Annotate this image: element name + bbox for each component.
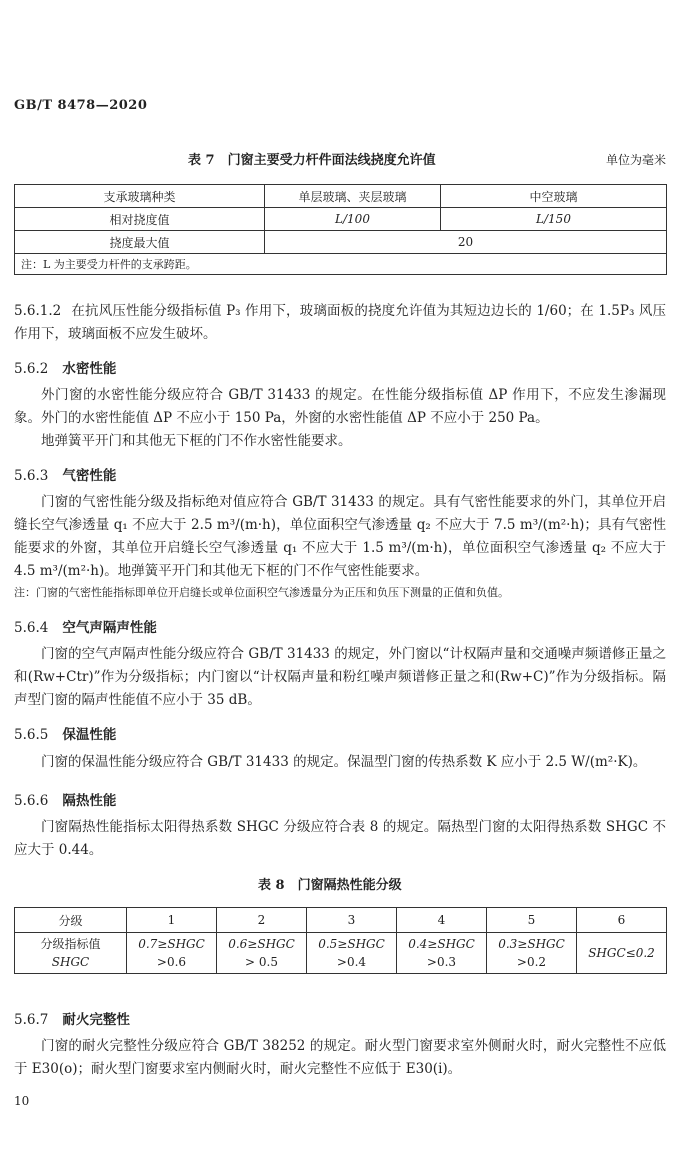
range-cell [487, 933, 577, 974]
table-header-cell: 分级 [15, 908, 127, 933]
paragraph: 门窗的气密性能分级及指标绝对值应符合 GB/T 31433 的规定。具有气密性能要求的外门，其单位开启缝长空气渗透量 q₁ 不应大于 2.5 m³/(m·h)，单位面积空气渗透量 q₂ 不应大于 7.5 m³/(m²·h)；具有气密性能要求的外窗，其单位开启缝长空气渗透量 q₁ 不应大于 1.5 m³/(m·h)，单位面积空气渗透量 q₂ 不应大于 4.5 m³/(m²·h)。地弹簧平开门和其他无下框的门不作气密性能要求。 [14, 494, 666, 579]
range-lower: >0.4 [336, 955, 367, 969]
grade-cell: 1 [127, 908, 217, 933]
table-header-cell: 中空玻璃 [441, 185, 667, 208]
table-row [15, 908, 667, 933]
table-row [15, 254, 667, 275]
heading-5-6-2 [14, 357, 116, 377]
table-cell: 挠度最大值 [15, 231, 265, 254]
grade-cell: 2 [217, 908, 307, 933]
table-header-cell [15, 933, 127, 974]
index-label: 分级指标值 [40, 937, 101, 951]
heading-5-6-4 [14, 616, 157, 636]
heading-5-6-7 [14, 1008, 130, 1028]
range-cell [127, 933, 217, 974]
heading-5-6-6 [14, 789, 116, 809]
table-row [15, 208, 667, 231]
table8-title: 表 8 门窗隔热性能分级 [258, 878, 402, 893]
range-lower: >0.2 [516, 955, 547, 969]
heading-number: 5.6.7 [14, 1012, 49, 1028]
table-row [15, 185, 667, 208]
grade-cell: 5 [487, 908, 577, 933]
heading-number: 5.6.2 [14, 361, 49, 377]
table-cell: 相对挠度值 [15, 208, 265, 231]
paragraph: 门窗的耐火完整性分级应符合 GB/T 38252 的规定。耐火型门窗要求室外侧耐火时，耐火完整性不应低于 E30(o)；耐火型门窗要求室内侧耐火时，耐火完整性不应低于 E30(i)。 [14, 1038, 666, 1077]
standard-code: GB/T 8478—2020 [14, 98, 148, 113]
paragraph: 外门窗的水密性能分级应符合 GB/T 31433 的规定。在性能分级指标值 ΔP 作用下，不应发生渗漏现象。外门的水密性能值 ΔP 不应小于 150 Pa，外窗的水密性能值 ΔP 不应小于 250 Pa。 [14, 387, 666, 426]
note: 注：门窗的气密性能指标即单位开启缝长或单位面积空气渗透量分为正压和负压下测量的正值和负值。 [14, 586, 509, 599]
range-upper: 0.7≥SHGC [138, 937, 205, 951]
heading-title: 耐火完整性 [62, 1012, 130, 1028]
grade-cell: 3 [307, 908, 397, 933]
paragraph: 门窗的空气声隔声性能分级应符合 GB/T 31433 的规定，外门窗以“计权隔声量和交通噪声频谱修正量之和(Rw+Ctr)”作为分级指标；内门窗以“计权隔声量和粉红噪声频谱修正量之和(Rw+C)”作为分级指标。隔声型门窗的隔声性能值不应小于 35 dB。 [14, 646, 666, 708]
heading-5-6-3 [14, 464, 116, 484]
page-number: 10 [14, 1094, 30, 1108]
range-upper: 0.6≥SHGC [228, 937, 295, 951]
range-cell [307, 933, 397, 974]
table-cell: L/150 [441, 208, 667, 231]
heading-title: 隔热性能 [62, 793, 117, 809]
table-note: 注：L 为主要受力杆件的支承跨距。 [15, 254, 667, 275]
heading-number: 5.6.3 [14, 468, 49, 484]
range-lower: >0.6 [156, 955, 187, 969]
table-header-cell: 单层玻璃、夹层玻璃 [265, 185, 441, 208]
paragraph: 地弹簧平开门和其他无下框的门不作水密性能要求。 [41, 433, 352, 449]
paragraph: 门窗隔热性能指标太阳得热系数 SHGC 分级应符合表 8 的规定。隔热型门窗的太阳得热系数 SHGC 不应大于 0.44。 [14, 819, 666, 858]
heading-title: 水密性能 [62, 361, 117, 377]
table-cell: L/100 [265, 208, 441, 231]
range-upper: 0.3≥SHGC [498, 937, 565, 951]
range-single: SHGC≤0.2 [588, 946, 655, 960]
table-row [15, 231, 667, 254]
heading-number: 5.6.6 [14, 793, 49, 809]
clause-5-6-1-2 [14, 300, 666, 346]
clause-number: 5.6.1.2 [14, 303, 62, 319]
grade-cell: 6 [577, 908, 667, 933]
range-cell [577, 933, 667, 974]
heading-5-6-5 [14, 723, 116, 743]
heading-title: 保温性能 [62, 727, 117, 743]
range-cell [397, 933, 487, 974]
range-lower: >0.3 [426, 955, 457, 969]
grade-cell: 4 [397, 908, 487, 933]
heading-title: 气密性能 [62, 468, 117, 484]
table-header-cell: 支承玻璃种类 [15, 185, 265, 208]
range-upper: 0.4≥SHGC [408, 937, 475, 951]
range-cell [217, 933, 307, 974]
table7-unit: 单位为毫米 [605, 153, 666, 167]
heading-number: 5.6.4 [14, 620, 49, 636]
index-label-shgc: SHGC [51, 955, 90, 969]
table-row [15, 933, 667, 974]
heading-title: 空气声隔声性能 [62, 620, 157, 636]
table7 [14, 184, 667, 275]
range-upper: 0.5≥SHGC [318, 937, 385, 951]
table-cell: 20 [265, 231, 667, 254]
clause-text: 在抗风压性能分级指标值 P₃ 作用下，玻璃面板的挠度允许值为其短边边长的 1/60；在 1.5P₃ 风压作用下，玻璃面板不应发生破坏。 [14, 303, 666, 342]
paragraph: 门窗的保温性能分级应符合 GB/T 31433 的规定。保温型门窗的传热系数 K 应小于 2.5 W/(m²·K)。 [41, 754, 647, 770]
table7-title: 表 7 门窗主要受力杆件面法线挠度允许值 [188, 153, 436, 168]
range-lower: > 0.5 [245, 955, 278, 969]
table8 [14, 907, 667, 974]
heading-number: 5.6.5 [14, 727, 49, 743]
